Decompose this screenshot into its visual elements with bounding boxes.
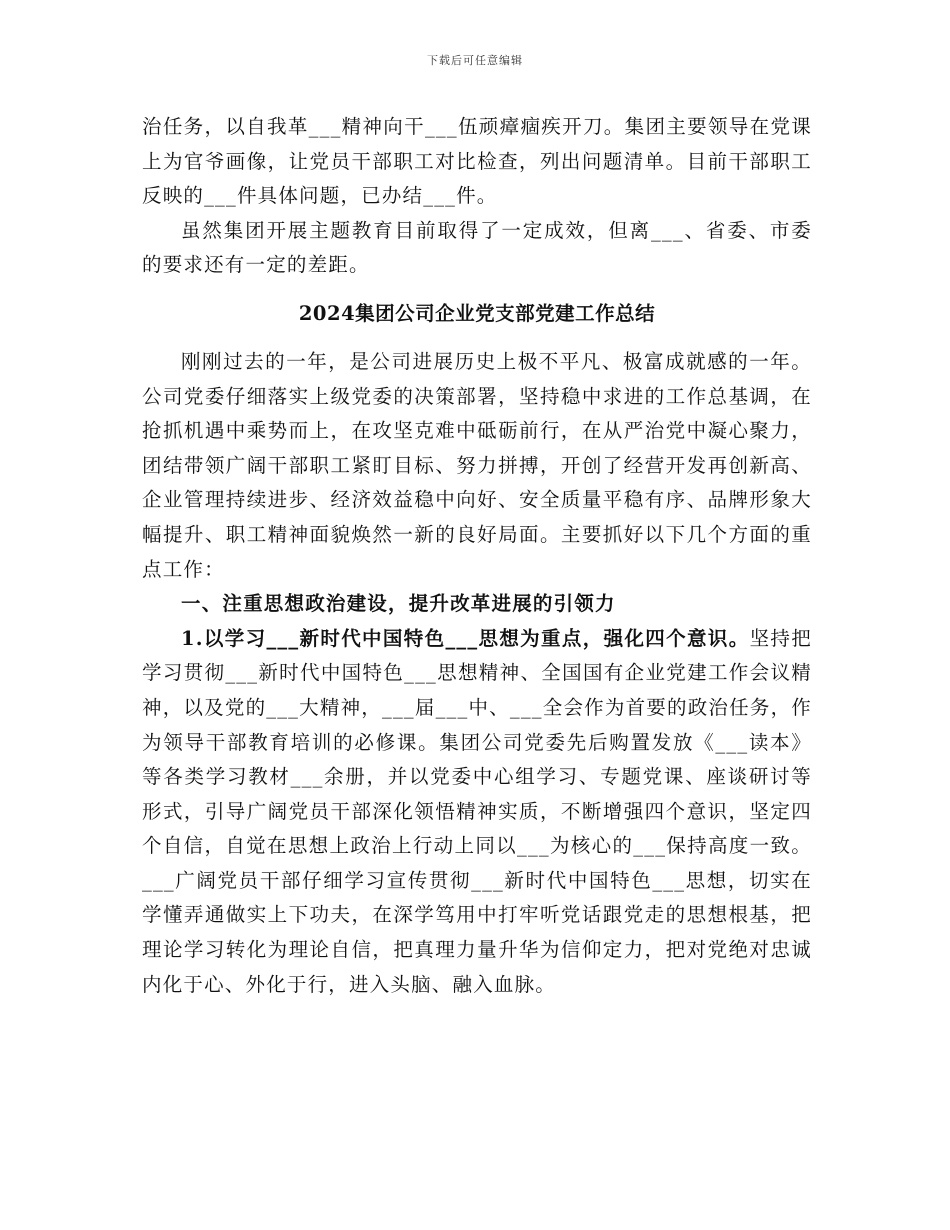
section-heading-1: 一、注重思想政治建设，提升改革进展的引领力: [181, 592, 616, 616]
page-header-note: 下载后可任意编辑: [427, 54, 523, 67]
paragraph-gap-statement: 虽然集团开展主题教育目前取得了一定成效，但离___、省委、市委的要求还有一定的差距。: [142, 218, 812, 277]
item-1-lead: 1.以学习___新时代中国特色___思想为重点，强化四个意识。: [181, 626, 750, 650]
document-title: 2024集团公司企业党支部党建工作总结: [298, 301, 656, 325]
item-1-body: 坚持把学习贯彻___新时代中国特色___思想精神、全国国有企业党建工作会议精神，以及党的___大精神，___届___中、___全会作为首要的政治任务，作为领导干部教育培训的必修课。集团公司党委先后购置发放《___读本》等各类学习教材___余册，并以党委中心组学习、专题党课、座谈研讨等形式，引导广阔党员干部深化领悟精神实质，不断增强四个意识，坚定四个自信，自觉在思想上政治上行动上同以___为核心的___保持高度一致。___广阔党员干部仔细学习宣传贯彻___新时代中国特色___思想，切实在学懂弄通做实上下功夫，在深学笃用中打牢听党话跟党走的思想根基，把理论学习转化为理论自信，把真理力量升华为信仰定力，把对党绝对忠诚内化于心、外化于行，进入头脑、融入血脉。: [142, 626, 812, 996]
paragraph-item-1: [142, 622, 812, 1003]
paragraph-intro: 刚刚过去的一年，是公司进展历史上极不平凡、极富成就感的一年。公司党委仔细落实上级党委的决策部署，坚持稳中求进的工作总基调，在抢抓机遇中乘势而上，在攻坚克难中砥砺前行，在从严治党中凝心聚力，团结带领广阔干部职工紧盯目标、努力拼搏，开创了经营开发再创新高、企业管理持续进步、经济效益稳中向好、安全质量平稳有序、品牌形象大幅提升、职工精神面貌焕然一新的良好局面。主要抓好以下几个方面的重点工作：: [142, 349, 812, 581]
document-body: [142, 110, 812, 1002]
paragraph-continuation: 治任务，以自我革___精神向干___伍顽瘴痼疾开刀。集团主要领导在党课上为官爷画像，让党员干部职工对比检查，列出问题清单。目前干部职工反映的___件具体问题，已办结___件。: [142, 115, 812, 208]
